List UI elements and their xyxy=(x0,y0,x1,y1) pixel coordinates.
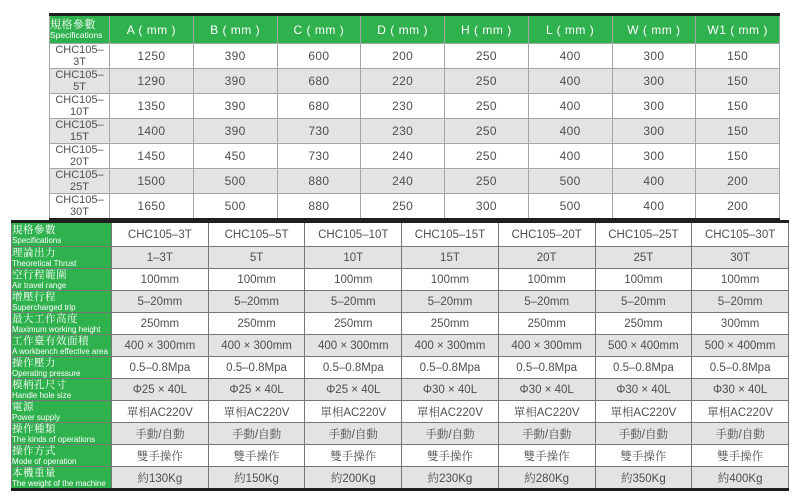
value-cell: 100mm xyxy=(402,269,499,291)
value-cell: 5–20mm xyxy=(692,291,789,313)
value-cell: 250mm xyxy=(595,313,692,335)
value-cell: 300 xyxy=(612,44,696,69)
model-column-header: CHC105–5T xyxy=(208,222,305,247)
value-cell: 約230Kg xyxy=(402,467,499,490)
value-cell: 400 × 300mm xyxy=(305,335,402,357)
value-cell: 250 xyxy=(445,119,529,144)
value-cell: 680 xyxy=(277,69,361,94)
value-cell: 100mm xyxy=(692,269,789,291)
model-cell: CHC105–5T xyxy=(50,69,110,94)
table-row xyxy=(12,445,789,467)
value-cell: 約200Kg xyxy=(305,467,402,490)
value-cell: 250 xyxy=(445,69,529,94)
value-cell: 250 xyxy=(445,94,529,119)
value-cell: 400 × 300mm xyxy=(208,335,305,357)
value-cell: Φ30 × 40L xyxy=(692,379,789,401)
specifications-corner-cell xyxy=(12,222,112,247)
table-row xyxy=(50,94,780,119)
value-cell: 單相AC220V xyxy=(112,401,209,423)
value-cell: 250 xyxy=(445,169,529,194)
model-cell: CHC105–10T xyxy=(50,94,110,119)
row-label-zh: 操作方式 xyxy=(12,445,56,457)
value-cell: 500 xyxy=(193,169,277,194)
row-label-cell xyxy=(12,423,112,445)
row-label-cell xyxy=(12,291,112,313)
model-column-header: CHC105–20T xyxy=(498,222,595,247)
dimension-header-row xyxy=(50,15,780,44)
table-row xyxy=(12,379,789,401)
value-cell: 250mm xyxy=(305,313,402,335)
row-label-zh: 模柄孔尺寸 xyxy=(12,379,67,391)
value-cell: 手動/自動 xyxy=(305,423,402,445)
value-cell: 5–20mm xyxy=(595,291,692,313)
value-cell: 390 xyxy=(193,94,277,119)
model-column-header: CHC105–3T xyxy=(112,222,209,247)
value-cell: 雙手操作 xyxy=(595,445,692,467)
value-cell: 單相AC220V xyxy=(498,401,595,423)
value-cell: 730 xyxy=(277,119,361,144)
value-cell: 250mm xyxy=(402,313,499,335)
value-cell: 單相AC220V xyxy=(692,401,789,423)
value-cell: 5–20mm xyxy=(498,291,595,313)
value-cell: 1350 xyxy=(110,94,194,119)
model-cell: CHC105–3T xyxy=(50,44,110,69)
value-cell: 250 xyxy=(361,194,445,220)
value-cell: 400 xyxy=(612,194,696,220)
value-cell: 手動/自動 xyxy=(402,423,499,445)
row-label-zh: 增壓行程 xyxy=(12,291,56,303)
table-row xyxy=(12,335,789,357)
value-cell: Φ30 × 40L xyxy=(402,379,499,401)
model-cell: CHC105–20T xyxy=(50,144,110,169)
row-label-cell xyxy=(12,335,112,357)
row-label-cell xyxy=(12,379,112,401)
value-cell: 500 × 400mm xyxy=(692,335,789,357)
value-cell: 手動/自動 xyxy=(208,423,305,445)
value-cell: Φ25 × 40L xyxy=(208,379,305,401)
value-cell: 400 xyxy=(528,119,612,144)
value-cell: 25T xyxy=(595,247,692,269)
value-cell: 100mm xyxy=(595,269,692,291)
column-header: B ( mm ) xyxy=(193,15,277,44)
row-label-cell xyxy=(12,313,112,335)
value-cell: 400 xyxy=(528,44,612,69)
row-label-cell xyxy=(12,401,112,423)
value-cell: 手動/自動 xyxy=(498,423,595,445)
table-row xyxy=(12,467,789,490)
value-cell: 雙手操作 xyxy=(692,445,789,467)
row-label-en: Theoretical Thrust xyxy=(12,259,77,268)
table-row xyxy=(12,357,789,379)
column-header: A ( mm ) xyxy=(110,15,194,44)
specifications-label-en: Specifications xyxy=(12,236,62,245)
value-cell: 0.5–0.8Mpa xyxy=(595,357,692,379)
value-cell: 雙手操作 xyxy=(112,445,209,467)
value-cell: 1250 xyxy=(110,44,194,69)
column-header: W1 ( mm ) xyxy=(696,15,780,44)
value-cell: 300 xyxy=(612,119,696,144)
value-cell: 200 xyxy=(361,44,445,69)
row-label-en: Operating pressure xyxy=(12,369,81,378)
value-cell: 390 xyxy=(193,119,277,144)
model-column-header: CHC105–30T xyxy=(692,222,789,247)
column-header: D ( mm ) xyxy=(361,15,445,44)
table-row xyxy=(12,423,789,445)
value-cell: 單相AC220V xyxy=(595,401,692,423)
value-cell: 230 xyxy=(361,119,445,144)
value-cell: 880 xyxy=(277,169,361,194)
row-label-cell xyxy=(12,357,112,379)
value-cell: 400 xyxy=(528,144,612,169)
model-cell: CHC105–15T xyxy=(50,119,110,144)
row-label-en: Supercharged trip xyxy=(12,303,76,312)
row-label-en: The kinds of operations xyxy=(12,435,96,444)
value-cell: 300 xyxy=(445,194,529,220)
row-label-zh: 操作壓力 xyxy=(12,357,56,369)
row-label-cell xyxy=(12,445,112,467)
value-cell: 5T xyxy=(208,247,305,269)
value-cell: 150 xyxy=(696,69,780,94)
value-cell: 400 × 300mm xyxy=(402,335,499,357)
value-cell: 15T xyxy=(402,247,499,269)
value-cell: 5–20mm xyxy=(305,291,402,313)
value-cell: 500 xyxy=(193,194,277,220)
row-label-en: Power supply xyxy=(12,413,61,422)
value-cell: 雙手操作 xyxy=(498,445,595,467)
value-cell: 250mm xyxy=(208,313,305,335)
value-cell: 0.5–0.8Mpa xyxy=(692,357,789,379)
value-cell: 約280Kg xyxy=(498,467,595,490)
value-cell: 150 xyxy=(696,44,780,69)
column-header: L ( mm ) xyxy=(528,15,612,44)
value-cell: 手動/自動 xyxy=(112,423,209,445)
row-label-en: Handle hole size xyxy=(12,391,72,400)
specifications-label-zh: 規格參數 xyxy=(50,19,96,31)
table-row xyxy=(50,144,780,169)
row-label-cell xyxy=(12,269,112,291)
row-label-zh: 操作種類 xyxy=(12,423,56,435)
column-header: H ( mm ) xyxy=(445,15,529,44)
row-label-zh: 本機重量 xyxy=(12,467,56,479)
value-cell: 300 xyxy=(612,69,696,94)
value-cell: 450 xyxy=(193,144,277,169)
value-cell: 1–3T xyxy=(112,247,209,269)
value-cell: 240 xyxy=(361,144,445,169)
table-row xyxy=(50,169,780,194)
value-cell: 約350Kg xyxy=(595,467,692,490)
row-label-zh: 理論出力 xyxy=(12,247,56,259)
value-cell: 400 xyxy=(528,69,612,94)
value-cell: 1400 xyxy=(110,119,194,144)
value-cell: 100mm xyxy=(305,269,402,291)
value-cell: Φ25 × 40L xyxy=(112,379,209,401)
value-cell: Φ30 × 40L xyxy=(595,379,692,401)
value-cell: 400 xyxy=(612,169,696,194)
value-cell: 150 xyxy=(696,94,780,119)
value-cell: 220 xyxy=(361,69,445,94)
column-header: W ( mm ) xyxy=(612,15,696,44)
value-cell: 500 × 400mm xyxy=(595,335,692,357)
table-row xyxy=(12,291,789,313)
value-cell: 400 × 300mm xyxy=(112,335,209,357)
value-cell: 1650 xyxy=(110,194,194,220)
value-cell: 300 xyxy=(612,94,696,119)
value-cell: 250 xyxy=(445,44,529,69)
value-cell: 200 xyxy=(696,194,780,220)
value-cell: 880 xyxy=(277,194,361,220)
value-cell: 10T xyxy=(305,247,402,269)
row-label-cell xyxy=(12,467,112,490)
value-cell: 400 xyxy=(528,94,612,119)
row-label-en: A workbench effective area xyxy=(12,347,108,356)
value-cell: 500 xyxy=(528,194,612,220)
value-cell: 300mm xyxy=(692,313,789,335)
value-cell: 約150Kg xyxy=(208,467,305,490)
spec-header-row xyxy=(12,222,789,247)
value-cell: 1500 xyxy=(110,169,194,194)
value-cell: 390 xyxy=(193,69,277,94)
value-cell: 400 × 300mm xyxy=(498,335,595,357)
value-cell: 150 xyxy=(696,119,780,144)
table-row xyxy=(50,119,780,144)
value-cell: 手動/自動 xyxy=(692,423,789,445)
row-label-zh: 最大工作高度 xyxy=(12,313,78,325)
value-cell: 20T xyxy=(498,247,595,269)
table-row xyxy=(12,247,789,269)
specifications-label-en: Specifications xyxy=(50,30,103,40)
model-cell: CHC105–30T xyxy=(50,194,110,220)
value-cell: 5–20mm xyxy=(402,291,499,313)
row-label-cell xyxy=(12,247,112,269)
table-row xyxy=(50,69,780,94)
value-cell: 單相AC220V xyxy=(402,401,499,423)
value-cell: 雙手操作 xyxy=(208,445,305,467)
value-cell: 手動/自動 xyxy=(595,423,692,445)
value-cell: 250 xyxy=(445,144,529,169)
value-cell: 30T xyxy=(692,247,789,269)
value-cell: 1290 xyxy=(110,69,194,94)
value-cell: 100mm xyxy=(498,269,595,291)
specifications-table xyxy=(11,220,789,491)
value-cell: 單相AC220V xyxy=(208,401,305,423)
table-row xyxy=(12,269,789,291)
row-label-zh: 電源 xyxy=(12,401,34,413)
value-cell: 390 xyxy=(193,44,277,69)
value-cell: 100mm xyxy=(112,269,209,291)
row-label-zh: 工作臺有效面積 xyxy=(12,335,89,347)
column-header: C ( mm ) xyxy=(277,15,361,44)
model-column-header: CHC105–15T xyxy=(402,222,499,247)
value-cell: 230 xyxy=(361,94,445,119)
value-cell: 雙手操作 xyxy=(402,445,499,467)
value-cell: 1450 xyxy=(110,144,194,169)
value-cell: 240 xyxy=(361,169,445,194)
value-cell: 0.5–0.8Mpa xyxy=(112,357,209,379)
value-cell: Φ30 × 40L xyxy=(498,379,595,401)
table-row xyxy=(12,313,789,335)
value-cell: 150 xyxy=(696,144,780,169)
value-cell: 0.5–0.8Mpa xyxy=(498,357,595,379)
value-cell: 0.5–0.8Mpa xyxy=(305,357,402,379)
value-cell: 200 xyxy=(696,169,780,194)
value-cell: 250mm xyxy=(112,313,209,335)
model-cell: CHC105–25T xyxy=(50,169,110,194)
value-cell: 500 xyxy=(528,169,612,194)
value-cell: 0.5–0.8Mpa xyxy=(402,357,499,379)
dimension-table xyxy=(49,13,780,221)
row-label-en: Air travel range xyxy=(12,281,67,290)
specifications-label-zh: 規格參數 xyxy=(12,224,56,236)
value-cell: 680 xyxy=(277,94,361,119)
value-cell: 100mm xyxy=(208,269,305,291)
row-label-en: The weight of the machine xyxy=(12,479,106,488)
value-cell: 0.5–0.8Mpa xyxy=(208,357,305,379)
row-label-en: Mode of operation xyxy=(12,457,77,466)
value-cell: 約130Kg xyxy=(112,467,209,490)
row-label-zh: 空行程範圍 xyxy=(12,269,67,281)
value-cell: 5–20mm xyxy=(112,291,209,313)
value-cell: 雙手操作 xyxy=(305,445,402,467)
specifications-corner-cell xyxy=(50,15,110,44)
value-cell: 300 xyxy=(612,144,696,169)
table-row xyxy=(50,194,780,220)
value-cell: 5–20mm xyxy=(208,291,305,313)
value-cell: 730 xyxy=(277,144,361,169)
value-cell: 600 xyxy=(277,44,361,69)
table-row xyxy=(12,401,789,423)
value-cell: 約400Kg xyxy=(692,467,789,490)
value-cell: Φ25 × 40L xyxy=(305,379,402,401)
row-label-en: Maximum working height xyxy=(12,325,101,334)
model-column-header: CHC105–10T xyxy=(305,222,402,247)
table-row xyxy=(50,44,780,69)
value-cell: 250mm xyxy=(498,313,595,335)
value-cell: 單相AC220V xyxy=(305,401,402,423)
model-column-header: CHC105–25T xyxy=(595,222,692,247)
